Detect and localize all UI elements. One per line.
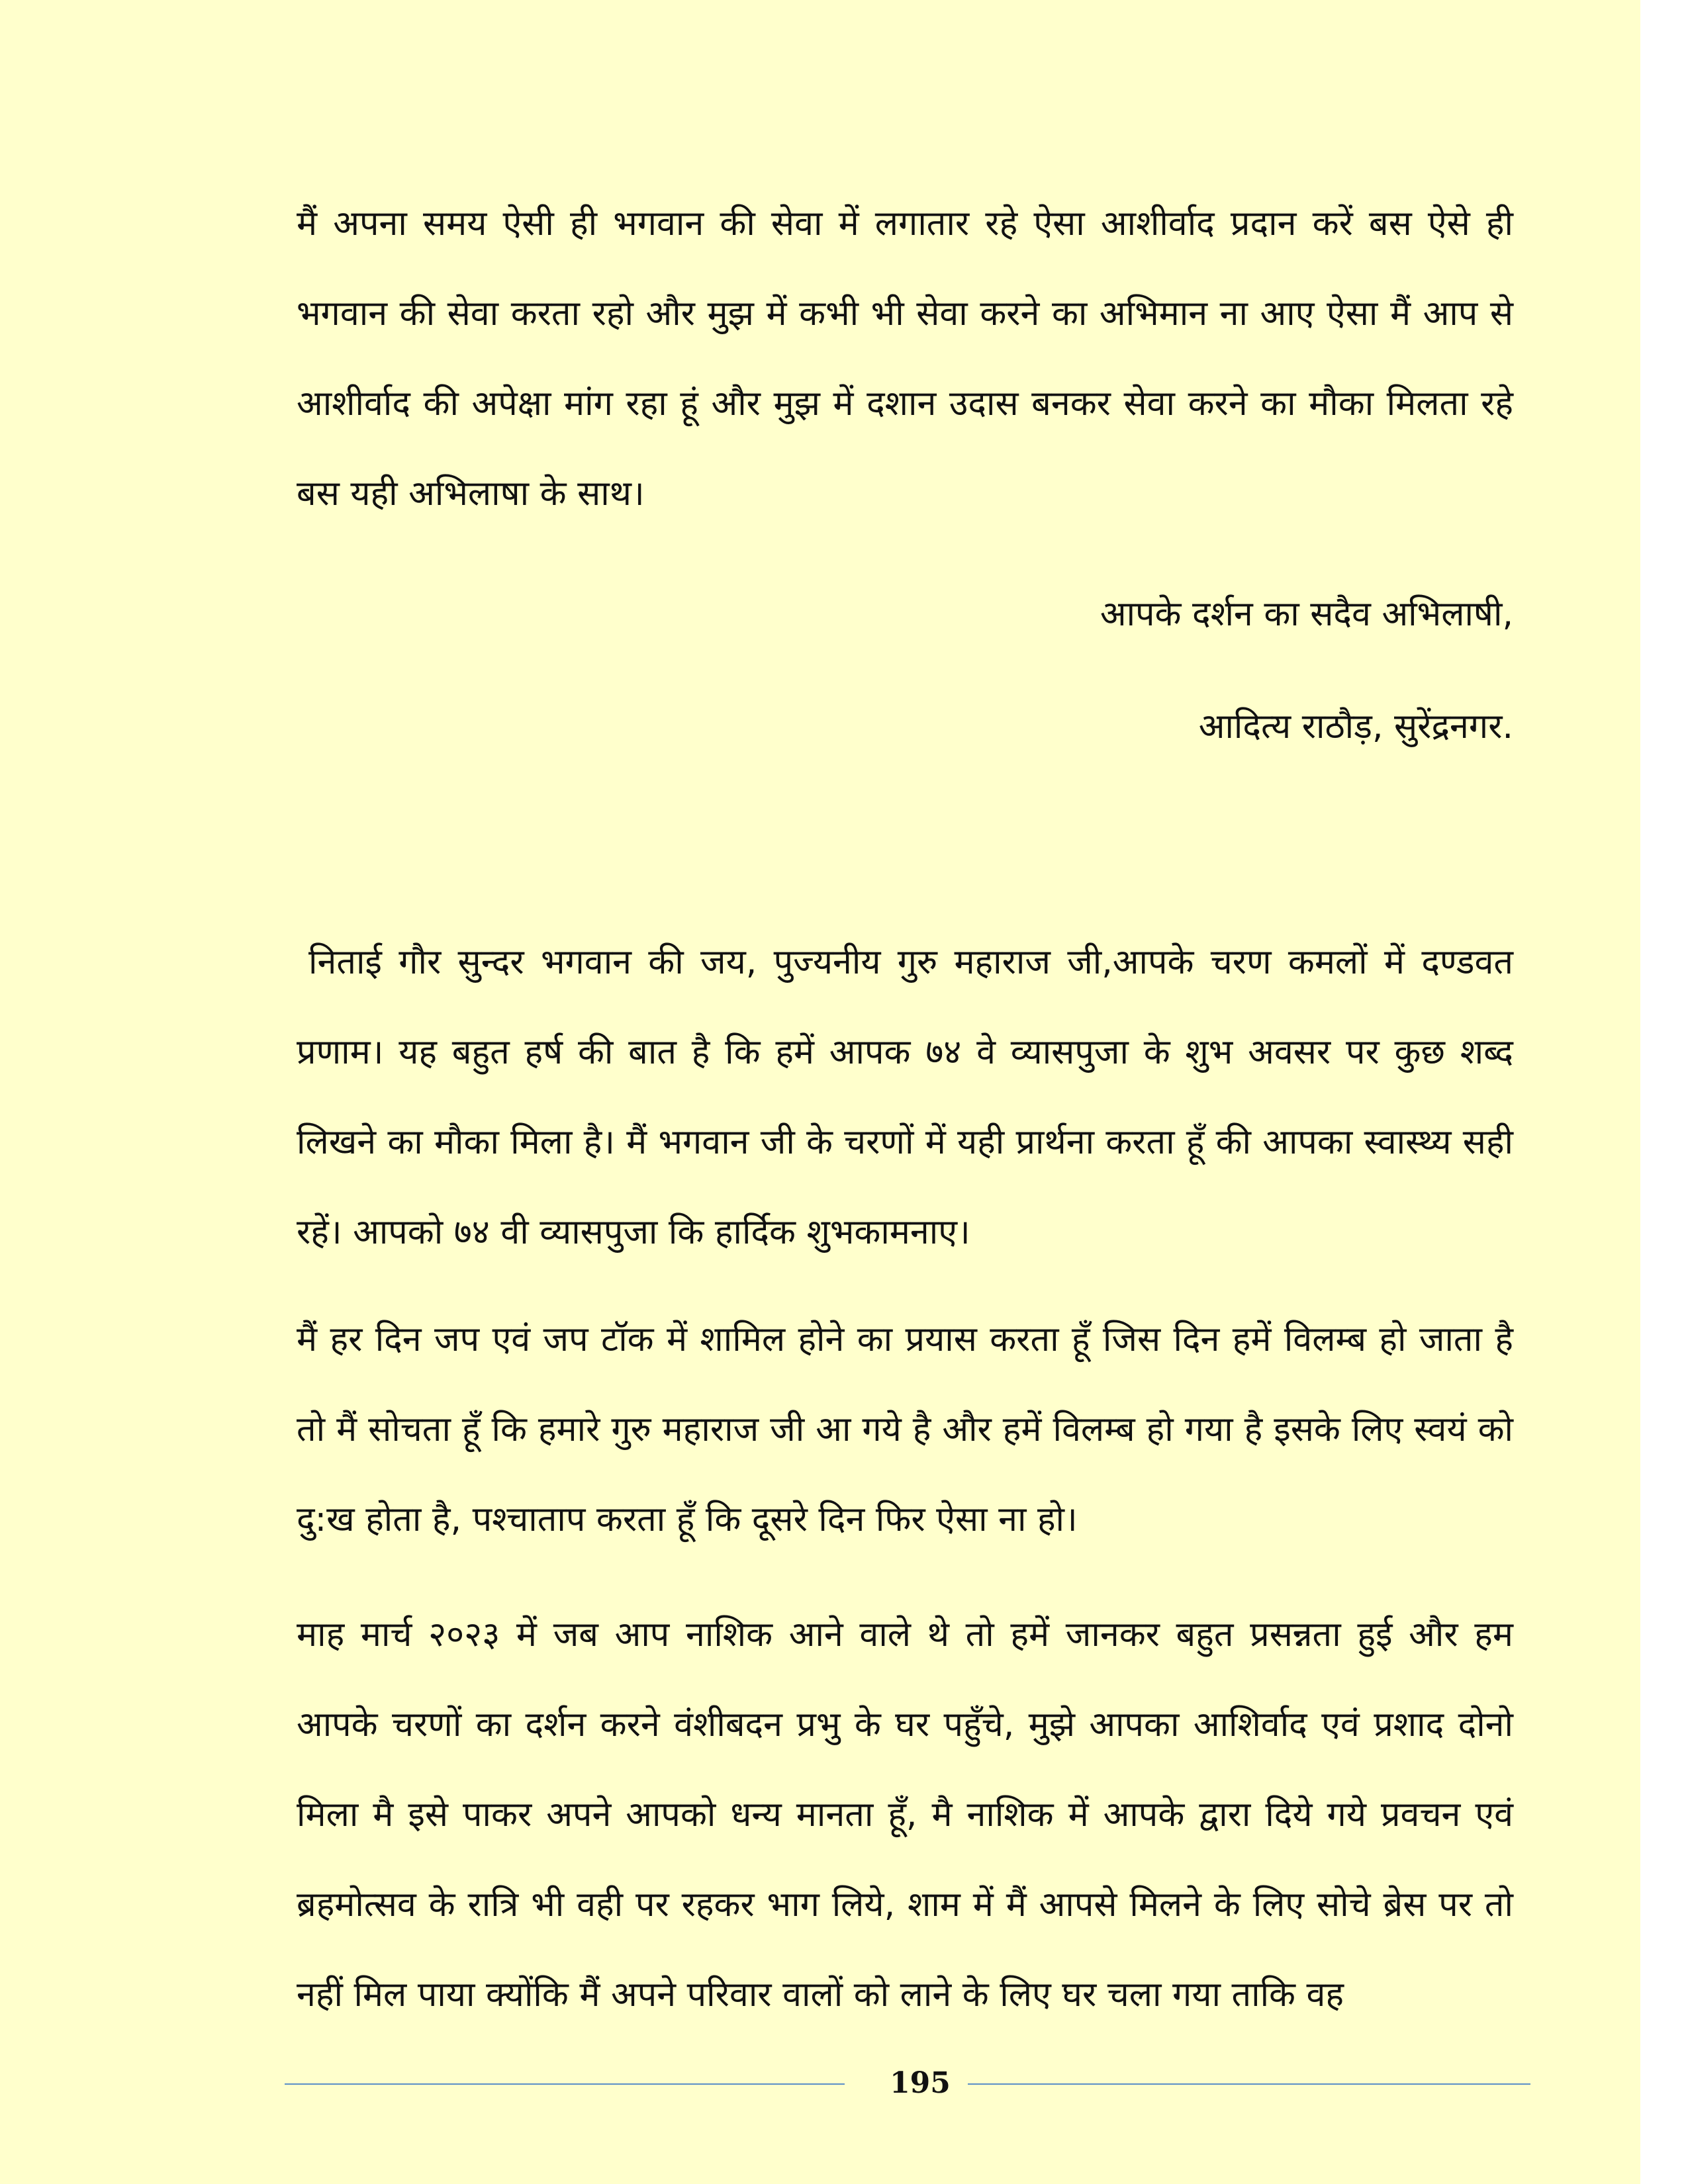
letter1-paragraph [297,179,1513,539]
letter2-paragraph-2 [297,1295,1513,1565]
footer-rule-left [285,2083,845,2085]
letter2-paragraph-1-text: निताई गौर सुन्दर भगवान की जय, पुज्यनीय गुरु महाराज जी,आपके चरण कमलों में दण्डवत प्रणाम। यह बहुत हर्ष की बात है कि हमें आपक ७४ वे व्यासपुजा के शुभ अवसर पर कुछ शब्द लिखने का मौका मिला है। मैं भगवान जी के चरणों में यही प्रार्थना करता हूँ की आपका स्वास्थ्य सही रहें। आपको ७४ वी व्यासपुजा कि हार्दिक शुभकामनाए। [297,942,1513,1252]
page-number: 195 [890,2066,951,2100]
footer-rule-right [968,2083,1530,2085]
letter2-paragraph-3 [297,1590,1513,2040]
letter2-paragraph-3-text: माह मार्च २०२३ में जब आप नाशिक आने वाले थे तो हमें जानकर बहुत प्रसन्नता हुई और हम आपके चरणों का दर्शन करने वंशीबदन प्रभु के घर पहुँचे, मुझे आपका आशिर्वाद एवं प्रशाद दोनो मिला मै इसे पाकर अपने आपको धन्य मानता हूँ, मै नाशिक में आपके द्वारा दिये गये प्रवचन एवं ब्रहमोत्सव के रात्रि भी वही पर रहकर भाग लिये, शाम में मैं आपसे मिलने के लिए सोचे ब्रेस पर तो नहीं मिल पाया क्योंकि मैं अपने परिवार वालों को लाने के लिए घर चला गया ताकि वह [297,1615,1513,2015]
letter2-paragraph-1 [297,917,1513,1277]
letter1-paragraph-text: मैं अपना समय ऐसी ही भगवान की सेवा में लगातार रहे ऐसा आशीर्वाद प्रदान करें बस ऐसे ही भगवान की सेवा करता रहो और मुझ में कभी भी सेवा करने का अभिमान ना आए ऐसा मैं आप से आशीर्वाद की अपेक्षा मांग रहा हूं और मुझ में दशान उदास बनकर सेवा करने का मौका मिलता रहे बस यही अभिलाषा के साथ। [297,204,1513,514]
letter1-signature: आदित्य राठौड़, सुरेंद्रनगर. [1198,707,1513,747]
letter2-paragraph-2-text: मैं हर दिन जप एवं जप टॉक में शामिल होने का प्रयास करता हूँ जिस दिन हमें विलम्ब हो जाता है तो मैं सोचता हूँ कि हमारे गुरु महाराज जी आ गये है और हमें विलम्ब हो गया है इसके लिए स्वयं को दु:ख होता है, पश्चाताप करता हूँ कि दूसरे दिन फिर ऐसा ना हो। [297,1320,1513,1539]
letter1-closing: आपके दर्शन का सदैव अभिलाषी, [1100,594,1513,634]
